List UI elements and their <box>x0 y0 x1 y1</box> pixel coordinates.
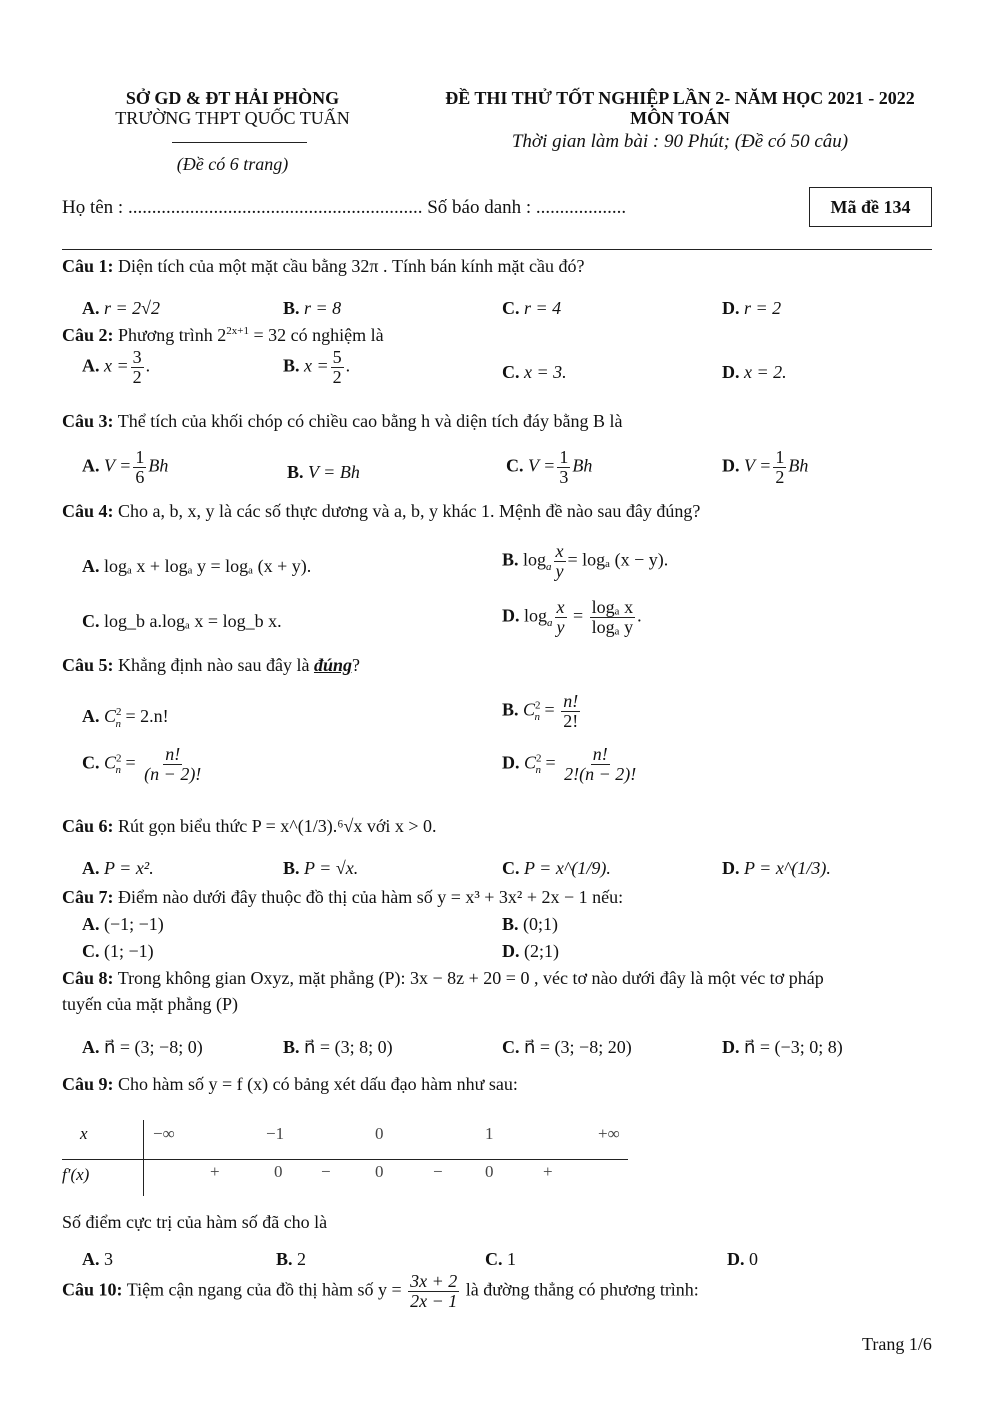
q-text-post: là đường thẳng có phương trình: <box>465 1279 699 1300</box>
opt-rhs: = 2.n! <box>125 706 169 726</box>
question-1 <box>62 256 584 277</box>
q2-option-d <box>722 362 787 383</box>
q9-option-a <box>82 1249 113 1270</box>
name-line: Họ tên : .............................................................. Số báo danh : ................... <box>62 197 627 218</box>
opt-text: r = 2√2 <box>104 298 161 318</box>
q-text: Khẳng định nào sau đây là <box>118 655 314 675</box>
opt-text: P = x^(1/3). <box>744 858 831 878</box>
fraction <box>561 692 580 731</box>
q1-option-d <box>722 298 781 319</box>
opt-label: C. <box>485 1249 503 1269</box>
q7-option-d <box>502 941 559 962</box>
question-9 <box>62 1074 518 1095</box>
opt-label: D. <box>722 455 740 476</box>
q-text: Cho a, b, x, y là các số thực dương và a, b, y khác 1. Mệnh đề nào sau đây đúng? <box>118 501 701 521</box>
q-text: Phương trình 2 <box>118 325 227 345</box>
opt-label: A. <box>82 455 100 476</box>
question-8 <box>62 968 824 989</box>
q9-option-c <box>485 1249 516 1270</box>
table-cell: 0 <box>485 1162 494 1181</box>
opt-text: log_b a.logₐ x = log_b x. <box>104 611 282 631</box>
q-label: Câu 5: <box>62 655 114 675</box>
opt-text: r = 8 <box>304 298 342 318</box>
opt-label: D. <box>502 941 520 961</box>
q-label: Câu 7: <box>62 887 114 907</box>
opt-log: log <box>524 605 548 626</box>
denominator: 2 <box>332 366 342 387</box>
numerator: 3 <box>132 347 142 367</box>
exam-code: Mã đề 134 <box>830 197 911 217</box>
opt-label: B. <box>283 1037 300 1057</box>
opt-post: Bh <box>572 455 593 476</box>
q7-option-b <box>502 914 558 935</box>
numerator: 3x + 2 <box>410 1271 458 1291</box>
fraction <box>562 745 638 784</box>
fraction <box>590 598 635 637</box>
q-label: Câu 8: <box>62 968 114 988</box>
q-label: Câu 9: <box>62 1074 114 1094</box>
opt-label: D. <box>502 752 520 773</box>
table-cell: − <box>321 1162 331 1181</box>
opt-sup: 2 <box>116 706 122 718</box>
opt-text: 2 <box>297 1249 307 1269</box>
fraction <box>331 348 344 387</box>
numerator: x <box>555 541 564 561</box>
table-cell: −1 <box>266 1124 285 1143</box>
opt-label: A. <box>82 858 100 878</box>
table-cell: 0 <box>375 1162 384 1181</box>
numerator: n! <box>563 691 579 711</box>
q7-option-a <box>82 914 164 935</box>
opt-text: V = Bh <box>308 462 360 482</box>
q2-option-a: A. x = $\frac{3}{2}$ . <box>82 347 151 387</box>
q-label: Câu 4: <box>62 501 114 521</box>
opt-log: log <box>523 549 547 570</box>
table-cell: + <box>210 1162 220 1181</box>
opt-text: logₐ x + logₐ y = logₐ (x + y). <box>104 556 312 576</box>
fraction <box>557 448 570 487</box>
numerator: x <box>556 597 565 617</box>
fraction <box>133 448 146 487</box>
numerator: 5 <box>332 347 342 367</box>
opt-label: B. <box>502 699 519 720</box>
table-hline <box>62 1159 628 1160</box>
table-cell: +∞ <box>598 1124 620 1143</box>
opt-text: (2;1) <box>524 941 559 961</box>
opt-label: D. <box>722 298 740 318</box>
table-cell: −∞ <box>153 1124 175 1143</box>
table-cell: x <box>80 1124 88 1143</box>
opt-text: r = 4 <box>524 298 562 318</box>
opt-label: C. <box>506 455 524 476</box>
q4-option-c <box>82 611 282 632</box>
fraction <box>142 745 203 784</box>
table-cell: 0 <box>375 1124 384 1143</box>
opt-pre: x = <box>304 355 329 376</box>
q-label: Câu 3: <box>62 411 114 431</box>
q7-option-c <box>82 941 154 962</box>
opt-text: P = x². <box>104 858 154 878</box>
dept-name: SỞ GD & ĐT HẢI PHÒNG <box>125 88 340 108</box>
school-name: TRƯỜNG THPT QUỐC TUẤN <box>115 108 350 128</box>
opt-label: A. <box>82 1037 100 1057</box>
opt-label: B. <box>502 914 519 934</box>
opt-text: (1; −1) <box>104 941 154 961</box>
opt-label: B. <box>283 858 300 878</box>
question-3 <box>62 411 623 432</box>
opt-c: C <box>524 752 537 773</box>
table-cell: 0 <box>274 1162 283 1181</box>
table-cell: f′(x) <box>62 1165 90 1184</box>
exam-title: ĐỀ THI THỬ TỐT NGHIỆP LẦN 2- NĂM HỌC 2021 - 2022 <box>445 88 915 108</box>
opt-label: D. <box>727 1249 745 1269</box>
q3-option-c <box>506 448 592 487</box>
fraction <box>554 542 566 581</box>
exam-code-box <box>809 187 932 227</box>
opt-label: C. <box>82 611 100 631</box>
q6-option-a <box>82 858 154 879</box>
q-text: Tiệm cận ngang của đồ thị hàm số y = <box>126 1279 402 1300</box>
q5-option-a <box>82 706 169 730</box>
opt-sup: 2 <box>535 699 541 712</box>
numerator: logₐ x <box>591 597 634 617</box>
denominator: logₐ y <box>591 616 634 637</box>
question-5 <box>62 655 360 676</box>
q4-option-a <box>82 556 311 577</box>
q-text: Diện tích của một mặt cầu bằng 32π . Tính bán kính mặt cầu đó? <box>118 256 585 276</box>
opt-text: r = 2 <box>744 298 782 318</box>
q5-option-b: B. $C^2_n$ = $\frac{n!}{2!}$ <box>502 691 579 731</box>
q5-option-d: D. $C^2_n$ = $\frac{n!}{2!(n - 2)!}$ <box>502 744 637 784</box>
opt-sup: 2 <box>536 752 542 765</box>
opt-c: C <box>104 752 117 773</box>
q-label: Câu 6: <box>62 816 114 836</box>
page-number: Trang 1/6 <box>862 1334 932 1354</box>
table-cell: − <box>433 1162 443 1181</box>
q6-option-b <box>283 858 358 879</box>
opt-label: C. <box>82 752 100 773</box>
opt-label: D. <box>502 605 520 626</box>
opt-label: A. <box>82 914 100 934</box>
opt-label: C. <box>502 1037 520 1057</box>
table-cell: 1 <box>485 1124 494 1143</box>
pages-note: (Đề có 6 trang) <box>176 154 289 174</box>
opt-label: A. <box>82 298 100 318</box>
q-label: Câu 2: <box>62 325 114 345</box>
fraction <box>131 348 144 387</box>
question-4 <box>62 501 700 522</box>
opt-text: 0 <box>749 1249 758 1269</box>
opt-text: n⃗ = (−3; 0; 8) <box>744 1037 843 1057</box>
q-text-post: = 32 có nghiệm là <box>249 325 384 345</box>
q2-option-b: B. x = $\frac{5}{2}$ . <box>283 347 351 387</box>
time-note: Thời gian làm bài : 90 Phút; (Đề có 50 câu) <box>511 131 849 152</box>
opt-label: C. <box>82 941 100 961</box>
q6-option-c <box>502 858 611 879</box>
fraction <box>773 448 786 487</box>
opt-label: A. <box>82 706 100 726</box>
opt-label: B. <box>283 298 300 318</box>
numerator: n! <box>592 744 608 764</box>
header-underline <box>172 142 307 143</box>
q-emphasis: đúng <box>313 655 352 675</box>
q5-option-c: C. $C^2_n$ = $\frac{n!}{(n - 2)!}$ <box>82 744 202 784</box>
opt-pre: V = <box>528 455 556 476</box>
opt-label: B. <box>283 355 300 376</box>
question-8-cont: tuyến của mặt phẳng (P) <box>62 994 238 1014</box>
q3-option-d <box>722 448 808 487</box>
table-cell: + <box>543 1162 553 1181</box>
opt-label: A. <box>82 556 100 576</box>
opt-sup: 2 <box>116 752 122 765</box>
fraction <box>555 598 567 637</box>
question-2 <box>62 325 384 346</box>
q3-option-b <box>287 462 360 483</box>
opt-label: B. <box>276 1249 293 1269</box>
q-label: Câu 1: <box>62 256 114 276</box>
opt-c: C <box>523 699 536 720</box>
opt-text: x = 3. <box>524 362 567 382</box>
opt-sub: n <box>535 764 542 777</box>
q4-option-b <box>502 542 668 581</box>
q-text: Điểm nào dưới đây thuộc đồ thị của hàm số y = x³ + 3x² + 2x − 1 nếu: <box>118 887 624 907</box>
q8-option-d <box>722 1037 843 1058</box>
denominator: 3 <box>559 466 569 487</box>
opt-text: P = √x. <box>304 858 359 878</box>
opt-text: 3 <box>104 1249 113 1269</box>
opt-text: n⃗ = (3; −8; 0) <box>104 1037 203 1057</box>
q8-option-c <box>502 1037 632 1058</box>
question-6 <box>62 816 437 837</box>
opt-text: P = x^(1/9). <box>524 858 611 878</box>
opt-text: x = 2. <box>744 362 787 382</box>
opt-label: B. <box>502 549 519 570</box>
denominator: (n − 2)! <box>144 763 202 784</box>
opt-sub: n <box>115 717 122 730</box>
opt-post: Bh <box>788 455 809 476</box>
q1-option-a <box>82 298 160 319</box>
denominator: 6 <box>135 466 145 487</box>
q-text: Trong không gian Oxyz, mặt phẳng (P): 3x − 8z + 20 = 0 , véc tơ nào dưới đây là một véc tơ pháp <box>117 968 824 988</box>
subject: MÔN TOÁN <box>630 108 730 128</box>
q9-option-d <box>727 1249 758 1270</box>
q-text-post: ? <box>352 655 360 675</box>
q-exponent: 2x+1 <box>226 325 250 337</box>
opt-c: C <box>104 706 117 726</box>
opt-pre: V = <box>744 455 772 476</box>
table-vline <box>143 1120 144 1196</box>
denominator: 2 <box>775 466 785 487</box>
q-text: Thể tích của khối chóp có chiều cao bằng h và diện tích đáy bằng B là <box>117 411 623 431</box>
q6-option-d <box>722 858 831 879</box>
opt-text: n⃗ = (3; 8; 0) <box>304 1037 393 1057</box>
opt-sub: n <box>115 764 122 777</box>
numerator: 1 <box>559 447 569 467</box>
opt-text: 1 <box>507 1249 516 1269</box>
denominator: 2! <box>563 710 579 731</box>
opt-label: C. <box>502 362 520 382</box>
opt-text: n⃗ = (3; −8; 20) <box>524 1037 632 1057</box>
opt-post: Bh <box>148 455 169 476</box>
opt-label: D. <box>722 362 740 382</box>
opt-sub: a <box>547 617 553 630</box>
q-label: Câu 10: <box>62 1279 123 1300</box>
q-text: Rút gọn biểu thức P = x^(1/3).⁶√x với x > 0. <box>118 816 437 836</box>
q9-option-b <box>276 1249 306 1270</box>
denominator: 2x − 1 <box>410 1290 458 1311</box>
opt-label: B. <box>287 462 304 482</box>
denominator: y <box>556 616 565 637</box>
denominator: 2 <box>132 366 142 387</box>
q-text: Cho hàm số y = f (x) có bảng xét dấu đạo hàm như sau: <box>118 1074 518 1094</box>
numerator: n! <box>165 744 181 764</box>
question-7 <box>62 887 623 908</box>
question-10 <box>62 1272 699 1311</box>
denominator: 2!(n − 2)! <box>564 763 637 784</box>
opt-post: = logₐ (x − y). <box>567 549 669 570</box>
q8-option-b <box>283 1037 393 1058</box>
q1-option-b <box>283 298 341 319</box>
q3-option-a <box>82 448 168 487</box>
opt-pre: V = <box>104 455 132 476</box>
denominator: y <box>555 560 564 581</box>
q8-option-a <box>82 1037 203 1058</box>
opt-sub: a <box>546 561 552 574</box>
q9-followup: Số điểm cực trị của hàm số đã cho là <box>62 1212 328 1232</box>
fraction <box>408 1272 459 1311</box>
numerator: 1 <box>775 447 785 467</box>
q1-option-c <box>502 298 561 319</box>
opt-label: D. <box>722 858 740 878</box>
opt-label: A. <box>82 355 100 376</box>
opt-label: A. <box>82 1249 100 1269</box>
opt-text: (−1; −1) <box>104 914 164 934</box>
opt-label: C. <box>502 298 520 318</box>
header-divider <box>62 249 932 250</box>
q2-option-c <box>502 362 567 383</box>
opt-sub: n <box>534 711 541 724</box>
opt-label: C. <box>502 858 520 878</box>
opt-text: (0;1) <box>523 914 559 934</box>
opt-label: D. <box>722 1037 740 1057</box>
opt-pre: x = <box>104 355 129 376</box>
q4-option-d: D. $\log_a$ $\frac{x}{y}$ = $\frac{\text{logₐ x}}{\text{logₐ y}}$ . <box>502 597 642 637</box>
numerator: 1 <box>135 447 145 467</box>
